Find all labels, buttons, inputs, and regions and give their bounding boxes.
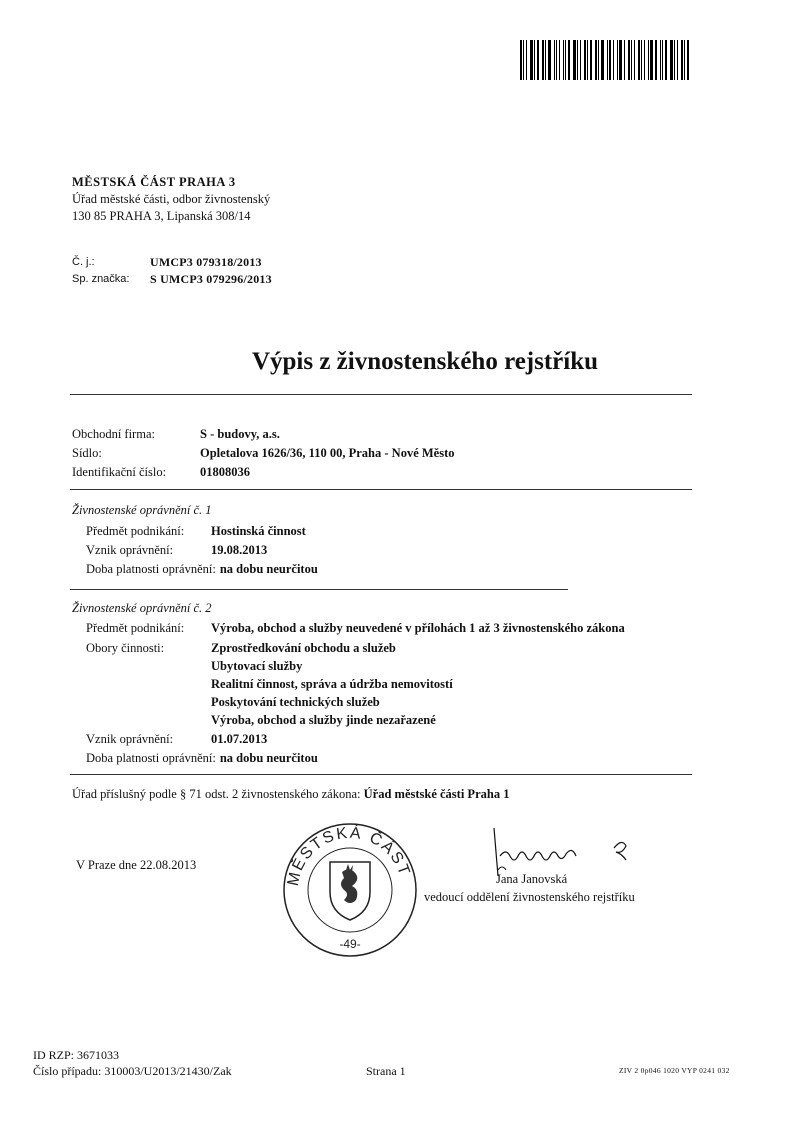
license1-block [86, 522, 318, 579]
barcode-bar [677, 40, 678, 80]
divider-license2 [70, 774, 692, 775]
id-value: 01808036 [200, 465, 250, 479]
license2-heading: Živnostenské oprávnění č. 2 [72, 601, 212, 615]
barcode-bar [684, 40, 685, 80]
license1-origin-row [86, 541, 318, 560]
barcode-bar [619, 40, 622, 80]
sp-label: Sp. značka: [72, 273, 130, 285]
company-firm-row [72, 425, 455, 444]
license2-fields-row [86, 639, 625, 729]
firm-label: Obchodní firma: [72, 427, 155, 441]
barcode-bar [587, 40, 588, 80]
barcode-bar [670, 40, 673, 80]
id-label: Identifikační číslo: [72, 465, 167, 479]
reference-block [72, 254, 272, 288]
stamp-icon [280, 820, 420, 960]
list-item: Zprostředkování obchodu a služeb [211, 641, 396, 655]
issuer-department: Úřad městské části, odbor živnostenský [72, 192, 271, 206]
license2-origin-label: Vznik oprávnění: [86, 732, 174, 746]
list-item: Ubytovací služby [211, 659, 303, 673]
seat-value: Opletalova 1626/36, 110 00, Praha - Nové Město [200, 446, 455, 460]
document-title: Výpis z živnostenského rejstříku [251, 348, 599, 375]
license1-validity-label: Doba platnosti oprávnění: [86, 562, 216, 576]
license2-validity-value: na dobu neurčitou [219, 751, 318, 765]
barcode-bar [613, 40, 614, 80]
barcode-bar [650, 40, 653, 80]
barcode-bar [548, 40, 551, 80]
barcode-bar [617, 40, 618, 80]
license2-validity-row [86, 749, 625, 768]
license1-subject-value: Hostinská činnost [211, 524, 306, 538]
barcode-bar [559, 40, 561, 80]
license1-heading: Živnostenské oprávnění č. 1 [72, 503, 212, 517]
list-item: Poskytování technických služeb [211, 695, 380, 709]
license2-fields-label: Obory činnosti: [86, 641, 165, 655]
competent-office [72, 787, 509, 802]
barcode-bar [580, 40, 581, 80]
issuer-address: 130 85 PRAHA 3, Lipanská 308/14 [72, 209, 251, 223]
stamp-number: -49- [339, 937, 361, 951]
barcode-bar [565, 40, 566, 80]
barcode-bar [634, 40, 635, 80]
reference-sp-row [72, 271, 272, 288]
barcode-bar [573, 40, 576, 80]
issuer-block [72, 174, 270, 225]
issuer-name: MĚSTSKÁ ČÁST PRAHA 3 [72, 175, 236, 189]
company-id-row [72, 463, 455, 482]
barcode-bar [554, 40, 555, 80]
barcode-bar [624, 40, 625, 80]
page-number: Strana 1 [366, 1064, 406, 1078]
barcode-bar [577, 40, 578, 80]
barcode-bar [674, 40, 675, 80]
rzp-id: ID RZP: 3671033 [33, 1048, 120, 1062]
firm-value: S - budovy, a.s. [200, 427, 280, 441]
license2-block [86, 619, 625, 768]
company-seat-row [72, 444, 455, 463]
barcode-bar [595, 40, 597, 80]
stamp-text: MĚSTSKÁ ČÁST [284, 824, 414, 888]
barcode-bar [607, 40, 608, 80]
barcode-bar [590, 40, 592, 80]
list-item: Výroba, obchod a služby jinde nezařazené [211, 713, 436, 727]
barcode [520, 40, 692, 80]
barcode-bar [641, 40, 643, 80]
barcode-bar [644, 40, 645, 80]
barcode-bar [601, 40, 604, 80]
company-block [72, 425, 455, 482]
license2-fields-list [211, 639, 453, 729]
license2-origin-value: 01.07.2013 [211, 732, 268, 746]
office-value: Úřad městské části Praha 1 [363, 787, 510, 801]
barcode-bar [523, 40, 524, 80]
signatory-name: Jana Janovská [496, 872, 568, 886]
barcode-bar [568, 40, 570, 80]
divider-license1 [70, 589, 568, 590]
barcode-bar [537, 40, 539, 80]
divider-top [70, 394, 692, 395]
reference-cj-row [72, 254, 272, 271]
license2-subject-value: Výroba, obchod a služby neuvedené v přílohách 1 až 3 živnostenského zákona [211, 621, 625, 635]
license2-origin-row [86, 730, 625, 749]
barcode-bar [660, 40, 661, 80]
official-stamp [280, 820, 420, 965]
place-date: V Praze dne 22.08.2013 [76, 858, 197, 872]
barcode-bar [520, 40, 522, 80]
license1-validity-value: na dobu neurčitou [219, 562, 318, 576]
barcode-bar [631, 40, 632, 80]
license2-subject-label: Předmět podnikání: [86, 621, 185, 635]
barcode-bar [534, 40, 535, 80]
license1-origin-value: 19.08.2013 [211, 543, 268, 557]
barcode-bar [542, 40, 544, 80]
barcode-bar [662, 40, 663, 80]
office-label: Úřad příslušný podle § 71 odst. 2 živnostenského zákona: [72, 787, 361, 801]
barcode-bar [628, 40, 630, 80]
barcode-bar [545, 40, 546, 80]
license1-validity-row [86, 560, 318, 579]
license1-origin-label: Vznik oprávnění: [86, 543, 174, 557]
barcode-bar [530, 40, 533, 80]
license2-validity-label: Doba platnosti oprávnění: [86, 751, 216, 765]
barcode-bar [598, 40, 599, 80]
signatory-role: vedoucí oddělení živnostenského rejstříku [424, 890, 635, 904]
barcode-bar [687, 40, 689, 80]
case-number: Číslo případu: 310003/U2013/21430/Zak [33, 1064, 232, 1078]
barcode-bar [609, 40, 611, 80]
seat-label: Sídlo: [72, 446, 102, 460]
sp-value: S UMCP3 079296/2013 [150, 272, 272, 286]
barcode-bar [526, 40, 527, 80]
barcode-bar [655, 40, 657, 80]
license1-subject-label: Předmět podnikání: [86, 524, 185, 538]
license2-subject-row [86, 619, 625, 638]
barcode-bar [665, 40, 667, 80]
footer-left [33, 1047, 232, 1079]
barcode-bar [648, 40, 649, 80]
list-item: Realitní činnost, správa a údržba nemovitostí [211, 677, 453, 691]
form-code: ZIV 2 0p046 1020 VYP 0241 032 [619, 1066, 730, 1075]
barcode-bar [556, 40, 557, 80]
cj-value: UMCP3 079318/2013 [150, 255, 262, 269]
license1-subject-row [86, 522, 318, 541]
cj-label: Č. j.: [72, 256, 95, 268]
barcode-bar [563, 40, 564, 80]
barcode-bar [681, 40, 683, 80]
divider-company [70, 489, 692, 490]
barcode-bar [584, 40, 586, 80]
barcode-bar [638, 40, 640, 80]
